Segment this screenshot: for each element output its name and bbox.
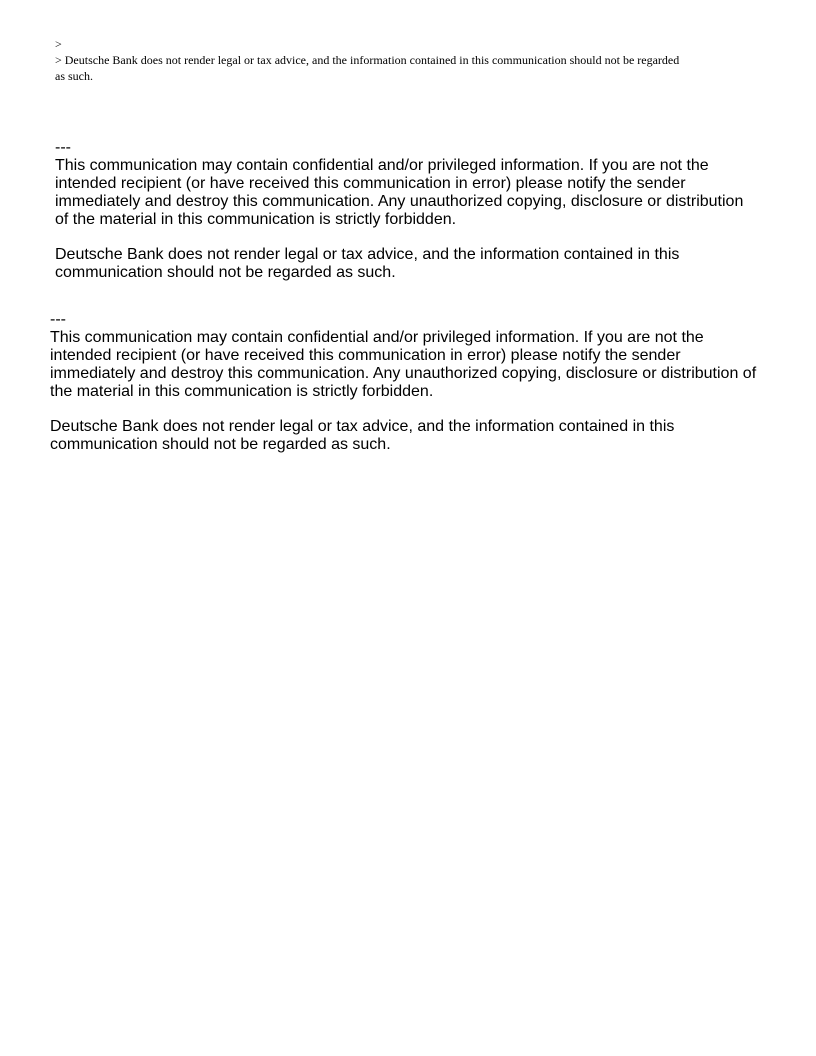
separator: ---	[55, 139, 71, 156]
confidentiality-line: the material in this communication is strictly forbidden.	[50, 383, 434, 400]
confidentiality-line: intended recipient (or have received this communication in error) please notify the sender	[50, 347, 681, 364]
confidentiality-line: of the material in this communication is strictly forbidden.	[55, 211, 457, 228]
confidentiality-line: This communication may contain confidential and/or privileged information. If you are not the	[55, 157, 709, 174]
quote-marker: >	[55, 37, 62, 51]
disclaimer-block-2	[50, 311, 756, 454]
confidentiality-line: intended recipient (or have received this communication in error) please notify the sender	[55, 175, 686, 192]
quoted-disclaimer	[55, 36, 679, 84]
legal-advice-line: Deutsche Bank does not render legal or tax advice, and the information contained in this	[55, 246, 680, 263]
confidentiality-line: immediately and destroy this communication. Any unauthorized copying, disclosure or distribution of	[50, 365, 757, 382]
disclaimer-block-1	[55, 139, 743, 282]
legal-advice-line: communication should not be regarded as such.	[55, 264, 396, 281]
confidentiality-line: This communication may contain confidential and/or privileged information. If you are not the	[50, 329, 704, 346]
separator: ---	[50, 311, 66, 328]
legal-advice-line: Deutsche Bank does not render legal or tax advice, and the information contained in this	[50, 418, 675, 435]
quoted-line: as such.	[55, 69, 93, 83]
legal-advice-line: communication should not be regarded as such.	[50, 436, 391, 453]
quoted-line: > Deutsche Bank does not render legal or tax advice, and the information contained in this communication should not be regarded	[55, 53, 680, 67]
confidentiality-line: immediately and destroy this communication. Any unauthorized copying, disclosure or distribution	[55, 193, 744, 210]
